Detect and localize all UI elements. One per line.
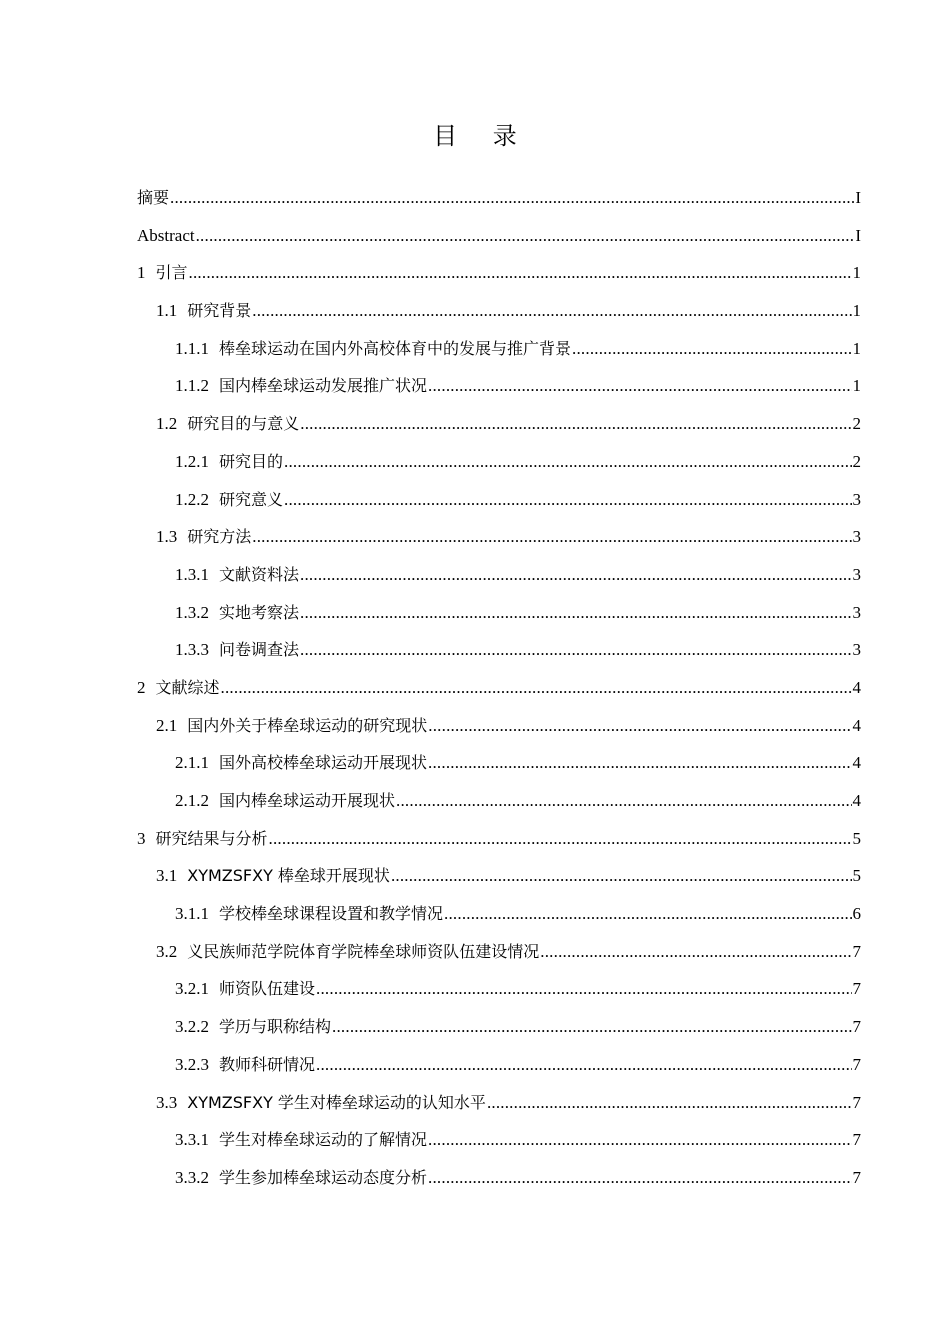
toc-entry[interactable] [137, 556, 861, 594]
toc-entry-page-number: 3 [852, 602, 861, 622]
toc-dot-leader [300, 594, 851, 632]
toc-entry-title: 研究意义 [219, 489, 284, 509]
toc-entry-title: 师资队伍建设 [219, 979, 316, 999]
toc-entry-title: 国内棒垒球运动开展现状 [219, 791, 396, 810]
toc-entry-title: 文献综述 [155, 677, 220, 697]
toc-entry-title: 研究目的与意义 [187, 414, 300, 434]
toc-entry-page-number: 4 [852, 791, 861, 810]
toc-entry[interactable] [137, 970, 861, 1008]
toc-entry-number: 3.2.3 [175, 1054, 209, 1074]
toc-entry-title: 学历与职称结构 [219, 1017, 332, 1037]
toc-dot-leader [300, 556, 851, 594]
toc-dot-leader [428, 744, 851, 782]
toc-dot-leader [316, 970, 851, 1008]
toc-entry-page-number: 7 [852, 941, 861, 961]
toc-list [137, 179, 861, 1197]
toc-dot-leader [428, 1159, 851, 1197]
toc-entry[interactable] [137, 292, 861, 330]
toc-entry-number: 2.1.1 [175, 753, 209, 773]
toc-entry[interactable] [137, 1121, 861, 1159]
toc-dot-leader [170, 179, 854, 217]
toc-entry[interactable] [137, 1084, 861, 1122]
toc-dot-leader [269, 820, 852, 858]
toc-entry-page-number: 7 [852, 1092, 861, 1112]
toc-dot-leader [316, 1046, 851, 1084]
toc-entry-title: 学生参加棒垒球运动态度分析 [219, 1167, 428, 1187]
toc-entry[interactable] [137, 217, 861, 255]
toc-entry-number: 3 [137, 828, 146, 848]
toc-entry-number: 1.2.1 [175, 451, 209, 471]
toc-entry-page-number: 5 [852, 828, 861, 848]
toc-dot-leader [300, 631, 851, 669]
toc-entry-title: 国外高校棒垒球运动开展现状 [219, 753, 428, 773]
toc-entry[interactable] [137, 631, 861, 669]
toc-dot-leader [572, 330, 851, 368]
toc-entry-number: 3.1.1 [175, 904, 209, 924]
toc-dot-leader [332, 1008, 851, 1046]
toc-dot-leader [300, 405, 851, 443]
toc-entry-title: 学生对棒垒球运动的了解情况 [219, 1130, 428, 1150]
toc-entry-page-number: 4 [852, 715, 861, 735]
toc-entry-page-number: 4 [852, 677, 861, 697]
toc-entry-number: 3.3 [156, 1092, 178, 1112]
toc-entry-page-number: 7 [852, 1054, 861, 1074]
toc-entry[interactable] [137, 857, 861, 895]
toc-entry-number: 2.1 [156, 715, 178, 735]
toc-entry-title: 义民族师范学院体育学院棒垒球师资队伍建设情况 [187, 941, 540, 961]
toc-entry-page-number: 7 [852, 1017, 861, 1037]
toc-entry-title: 棒垒球运动在国内外高校体育中的发展与推广背景 [219, 338, 572, 358]
toc-entry[interactable] [137, 669, 861, 707]
toc-title: 目 录 [433, 122, 531, 150]
toc-entry-title: 研究背景 [187, 301, 252, 321]
toc-entry-page-number: I [855, 188, 861, 207]
toc-entry-title: 问卷调查法 [219, 640, 300, 660]
toc-entry[interactable] [137, 405, 861, 443]
toc-dot-leader [189, 254, 852, 292]
toc-entry-title: 引言 [155, 263, 188, 283]
toc-entry-title: 研究目的 [219, 451, 284, 471]
toc-entry-title: 教师科研情况 [219, 1054, 316, 1074]
toc-entry[interactable] [137, 782, 861, 820]
toc-entry[interactable] [137, 744, 861, 782]
toc-entry-number: 3.3.1 [175, 1130, 209, 1150]
toc-entry-page-number: 3 [852, 527, 861, 547]
toc-entry-page-number: 3 [852, 564, 861, 584]
toc-entry-number: 1.2 [156, 414, 178, 434]
toc-dot-leader [284, 443, 851, 481]
toc-entry[interactable] [137, 1159, 861, 1197]
toc-entry-page-number: 1 [852, 338, 861, 358]
toc-entry[interactable] [137, 481, 861, 519]
toc-dot-leader [284, 481, 851, 519]
toc-entry-number: 1.3.3 [175, 640, 209, 660]
toc-entry[interactable] [137, 594, 861, 632]
toc-entry-title: XYMZSFXY 棒垒球开展现状 [187, 866, 390, 886]
toc-entry-number: 1.1.2 [175, 376, 209, 396]
toc-entry-number: 3.2.2 [175, 1017, 209, 1037]
toc-dot-leader [444, 895, 851, 933]
toc-entry-number: 3.2.1 [175, 979, 209, 999]
toc-entry-number: 3.1 [156, 866, 178, 886]
toc-entry[interactable] [137, 1008, 861, 1046]
toc-entry-number: 1.3.1 [175, 564, 209, 584]
toc-entry-page-number: 1 [852, 376, 861, 396]
toc-dot-leader [487, 1084, 852, 1122]
toc-entry-number: 2 [137, 677, 146, 697]
toc-entry-number: 1.3.2 [175, 602, 209, 622]
toc-entry[interactable] [137, 443, 861, 481]
toc-dot-leader [252, 518, 851, 556]
toc-entry-page-number: 3 [852, 489, 861, 509]
toc-dot-leader [221, 669, 852, 707]
toc-entry[interactable] [137, 933, 861, 971]
toc-dot-leader [252, 292, 851, 330]
toc-entry-number: 3.2 [156, 941, 178, 961]
toc-entry-title: XYMZSFXY 学生对棒垒球运动的认知水平 [187, 1092, 486, 1112]
toc-dot-leader [396, 782, 851, 820]
toc-entry[interactable] [137, 254, 861, 292]
toc-entry-title: 学校棒垒球课程设置和教学情况 [219, 904, 444, 924]
toc-entry-number: 2.1.2 [175, 791, 209, 810]
toc-entry-number: 1 [137, 263, 146, 283]
toc-entry-title: Abstract [137, 225, 195, 245]
toc-entry-page-number: 7 [852, 1130, 861, 1150]
toc-dot-leader [428, 707, 851, 745]
toc-entry-title: 国内棒垒球运动发展推广状况 [219, 376, 428, 396]
toc-entry-number: 1.1 [156, 301, 178, 321]
toc-entry[interactable] [137, 707, 861, 745]
toc-entry-page-number: 7 [852, 979, 861, 999]
toc-entry-number: 3.3.2 [175, 1167, 209, 1187]
toc-entry[interactable] [137, 518, 861, 556]
toc-dot-leader [540, 933, 851, 971]
toc-entry-number: 1.2.2 [175, 489, 209, 509]
toc-entry-page-number: 6 [852, 904, 861, 924]
toc-entry-page-number: 5 [852, 866, 861, 886]
toc-entry-title: 国内外关于棒垒球运动的研究现状 [187, 715, 428, 735]
toc-entry-page-number: 7 [852, 1167, 861, 1187]
toc-entry-title: 文献资料法 [219, 564, 300, 584]
toc-entry-number: 1.3 [156, 527, 178, 547]
toc-entry-title: 研究结果与分析 [155, 828, 268, 848]
toc-entry-page-number: 1 [852, 263, 861, 283]
toc-entry-title: 摘要 [137, 188, 170, 207]
toc-entry[interactable] [137, 1046, 861, 1084]
toc-entry-page-number: I [855, 225, 861, 245]
toc-entry-page-number: 2 [852, 414, 861, 434]
toc-dot-leader [196, 217, 855, 255]
toc-dot-leader [428, 367, 851, 405]
toc-entry-number: 1.1.1 [175, 338, 209, 358]
toc-entry-page-number: 2 [852, 451, 861, 471]
toc-entry-page-number: 1 [852, 301, 861, 321]
toc-entry[interactable] [137, 895, 861, 933]
toc-dot-leader [428, 1121, 851, 1159]
toc-entry[interactable] [137, 820, 861, 858]
toc-entry-title: 研究方法 [187, 527, 252, 547]
toc-entry[interactable] [137, 179, 861, 217]
toc-entry-page-number: 4 [852, 753, 861, 773]
toc-entry-page-number: 3 [852, 640, 861, 660]
toc-entry[interactable] [137, 330, 861, 368]
toc-dot-leader [391, 857, 852, 895]
toc-entry-title: 实地考察法 [219, 602, 300, 622]
toc-entry[interactable] [137, 367, 861, 405]
